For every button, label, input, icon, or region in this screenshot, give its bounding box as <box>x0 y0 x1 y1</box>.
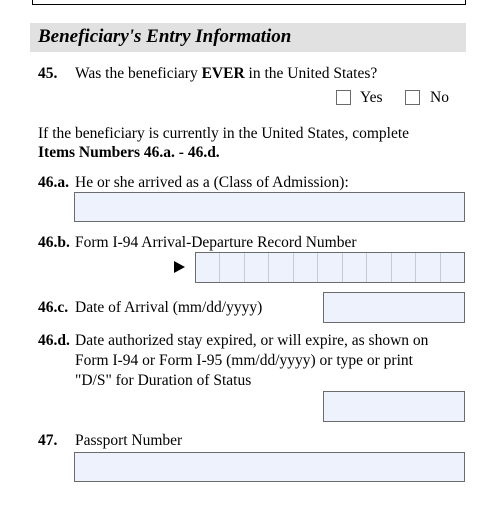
i94-digit-cell <box>220 253 244 282</box>
item-45-question <box>75 64 377 83</box>
section-title: Beneficiary's Entry Information <box>38 26 292 47</box>
item-45-question-prefix: Was the beneficiary <box>75 65 202 82</box>
i94-digit-cell <box>269 253 293 282</box>
previous-field-box <box>32 0 466 5</box>
item-46d-label-line-1: Date authorized stay expired, or will expire, as shown on <box>75 332 429 349</box>
i94-digit-cell <box>196 253 220 282</box>
i94-digit-cell <box>416 253 440 282</box>
item-45-question-suffix: in the United States? <box>244 65 378 82</box>
i94-digit-cell <box>441 253 464 282</box>
date-of-arrival-field[interactable] <box>323 292 465 323</box>
authorized-stay-date-field[interactable] <box>323 391 465 422</box>
item-46a-label: He or she arrived as a (Class of Admission): <box>75 174 349 191</box>
item-45-question-emphasis: EVER <box>201 65 245 82</box>
arrow-right-icon <box>174 261 185 273</box>
item-47-label: Passport Number <box>75 432 183 449</box>
instruction-line-1: If the beneficiary is currently in the United States, complete <box>38 125 410 142</box>
item-46c-label: Date of Arrival (mm/dd/yyyy) <box>75 299 263 316</box>
i94-digit-cell <box>245 253 269 282</box>
item-46b-label: Form I-94 Arrival-Departure Record Number <box>75 234 357 251</box>
i94-number-field[interactable] <box>195 252 465 283</box>
yes-label: Yes <box>360 89 383 106</box>
item-46d-label-line-2: Form I-94 or Form I-95 (mm/dd/yyyy) or type or print <box>75 352 413 369</box>
item-47-number: 47. <box>38 432 58 449</box>
item-46d-number: 46.d. <box>38 332 70 349</box>
no-label: No <box>430 89 449 106</box>
item-46b-number: 46.b. <box>38 234 70 251</box>
instruction-line-2: Items Numbers 46.a. - 46.d. <box>38 144 220 161</box>
item-46c-number: 46.c. <box>38 299 69 316</box>
passport-number-field[interactable] <box>74 452 465 482</box>
i94-digit-cell <box>294 253 318 282</box>
yes-checkbox[interactable] <box>336 90 351 105</box>
item-46d-label-line-3: "D/S" for Duration of Status <box>75 372 252 389</box>
class-of-admission-field[interactable] <box>74 192 465 222</box>
item-45-number: 45. <box>38 65 58 82</box>
item-46a-number: 46.a. <box>38 174 69 191</box>
i94-digit-cell <box>367 253 391 282</box>
i94-digit-cell <box>343 253 367 282</box>
no-checkbox[interactable] <box>405 90 420 105</box>
section-header <box>30 23 466 52</box>
i94-digit-cell <box>392 253 416 282</box>
i94-digit-cell <box>318 253 342 282</box>
